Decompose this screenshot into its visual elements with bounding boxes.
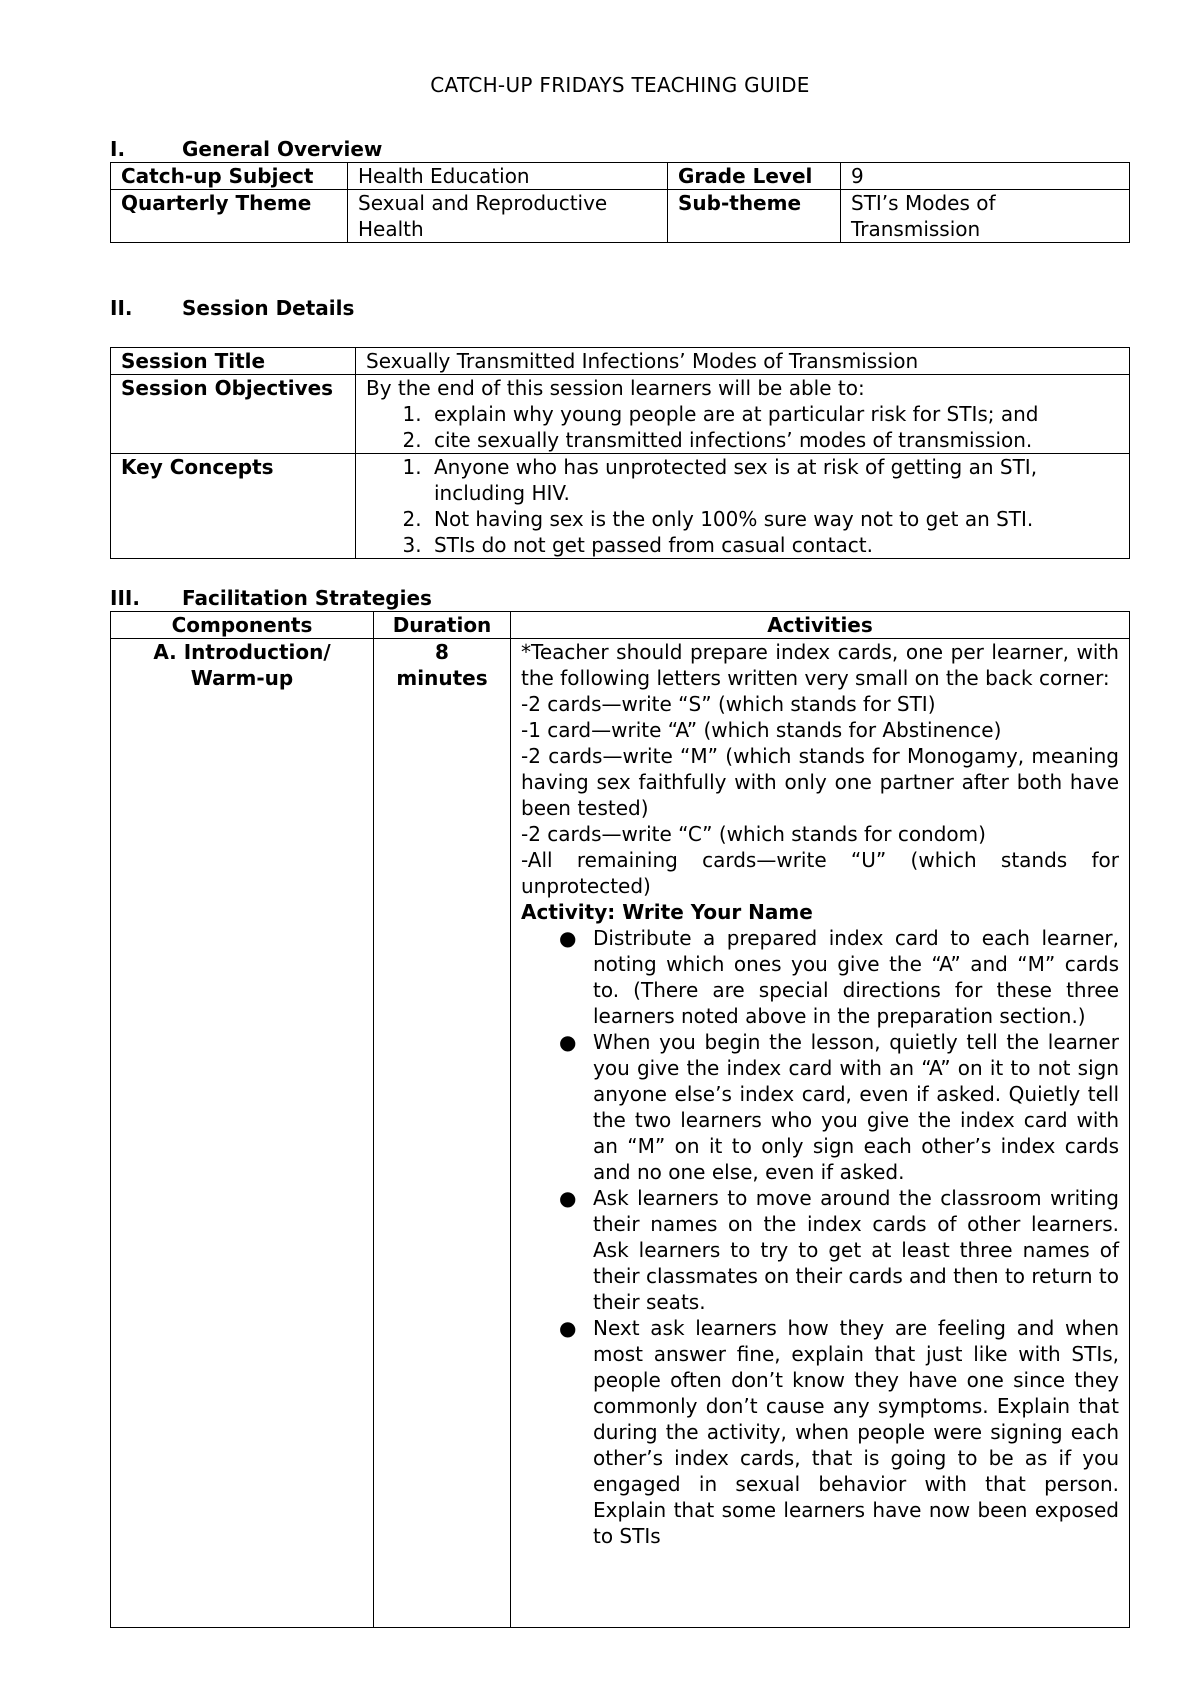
step-text: Ask learners to move around the classroom writing their names on the index cards of other learners. Ask learners to try to get at least three names of their classmates on their cards and then to return to their seats. [593, 1186, 1119, 1314]
bullet-icon: ● [559, 926, 577, 950]
activity-title: Activity: Write Your Name [521, 900, 813, 924]
document-title: CATCH-UP FRIDAYS TEACHING GUIDE [430, 73, 810, 97]
section-3-title: Facilitation Strategies [182, 586, 432, 610]
card-instruction: -2 cards—write “S” (which stands for STI) [521, 692, 936, 716]
bullet-icon: ● [559, 1186, 577, 1210]
key-concepts-cell [356, 454, 1130, 559]
step-text: Distribute a prepared index card to each learner, noting which ones you give the “A” and “M” cards to. (There are special directions for these three learners noted above in the preparation section.) [593, 926, 1119, 1028]
table-row [111, 163, 1130, 190]
col-components-header: Components [111, 612, 374, 639]
card-instruction: -1 card—write “A” (which stands for Abstinence) [521, 718, 1002, 742]
section-1-heading [110, 136, 1130, 162]
teacher-preparation-note: *Teacher should prepare index cards, one per learner, with the following letters written very small on the back corner: [521, 640, 1119, 690]
objectives-list [366, 401, 1119, 453]
card-instruction: -All remaining cards—write “U” (which stands for unprotected) [521, 848, 1119, 898]
catch-up-subject-value: Health Education [348, 163, 668, 190]
component-introduction: A. Introduction/ Warm-up [111, 639, 374, 1628]
section-3-number: III. [110, 586, 140, 610]
table-row [111, 454, 1130, 559]
document-page [110, 0, 1130, 1628]
sub-theme-value: STI’s Modes of Transmission [841, 190, 1130, 243]
bullet-icon: ● [559, 1316, 577, 1340]
section-2-title: Session Details [182, 296, 355, 320]
col-duration-header: Duration [374, 612, 511, 639]
list-item [559, 1315, 1119, 1549]
section-3-heading [110, 585, 1130, 611]
list-item: 1. Anyone who has unprotected sex is at risk of getting an STI, including HIV. [428, 454, 1119, 506]
list-item: 2. cite sexually transmitted infections’ modes of transmission. [428, 427, 1119, 453]
card-instruction: -2 cards—write “M” (which stands for Monogamy, meaning having sex faithfully with only one partner after both have been tested) [521, 744, 1119, 820]
section-2-number: II. [110, 296, 133, 320]
table-row [111, 190, 1130, 243]
duration-introduction: 8 minutes [374, 639, 511, 1628]
list-item [559, 925, 1119, 1029]
grade-level-label: Grade Level [668, 163, 841, 190]
facilitation-strategies-table [110, 611, 1130, 1628]
table-row [111, 639, 1130, 1628]
list-item: 3. STIs do not get passed from casual contact. [428, 532, 1119, 558]
section-1-title: General Overview [182, 137, 383, 161]
step-text: When you begin the lesson, quietly tell the learner you give the index card with an “A” on it to not sign anyone else’s index card, even if asked. Quietly tell the two learners who you give the index card with an “M” on it to only sign each other’s index cards and no one else, even if asked. [593, 1030, 1119, 1184]
activity-steps-list [521, 925, 1119, 1549]
list-item [559, 1029, 1119, 1185]
section-2-heading [110, 295, 1130, 321]
card-instruction: -2 cards—write “C” (which stands for condom) [521, 822, 986, 846]
quarterly-theme-value: Sexual and Reproductive Health [348, 190, 668, 243]
step-text: Next ask learners how they are feeling and when most answer fine, explain that just like with STIs, people often don’t know they have one since they commonly don’t cause any symptoms. Explain that during the activity, when people were signing each other’s index cards, that is going to be as if you engaged in sexual behavior with that person. Explain that some learners have now been exposed to STIs [593, 1316, 1119, 1548]
grade-level-value: 9 [841, 163, 1130, 190]
table-header-row [111, 612, 1130, 639]
table-row [111, 348, 1130, 375]
key-concepts-label: Key Concepts [111, 454, 356, 559]
list-item: 1. explain why young people are at particular risk for STIs; and [428, 401, 1119, 427]
session-details-table [110, 347, 1130, 559]
table-row [111, 375, 1130, 454]
activities-introduction [511, 639, 1130, 1628]
session-objectives-label: Session Objectives [111, 375, 356, 454]
session-title-label: Session Title [111, 348, 356, 375]
section-1-number: I. [110, 137, 126, 161]
general-overview-table [110, 162, 1130, 243]
list-item [559, 1185, 1119, 1315]
list-item: 2. Not having sex is the only 100% sure way not to get an STI. [428, 506, 1119, 532]
quarterly-theme-label: Quarterly Theme [111, 190, 348, 243]
session-objectives-cell [356, 375, 1130, 454]
sub-theme-label: Sub-theme [668, 190, 841, 243]
catch-up-subject-label: Catch-up Subject [111, 163, 348, 190]
bullet-icon: ● [559, 1030, 577, 1054]
col-activities-header: Activities [511, 612, 1130, 639]
key-concepts-list [366, 454, 1119, 558]
objectives-intro: By the end of this session learners will be able to: [366, 376, 865, 400]
session-title-value: Sexually Transmitted Infections’ Modes of Transmission [356, 348, 1130, 375]
